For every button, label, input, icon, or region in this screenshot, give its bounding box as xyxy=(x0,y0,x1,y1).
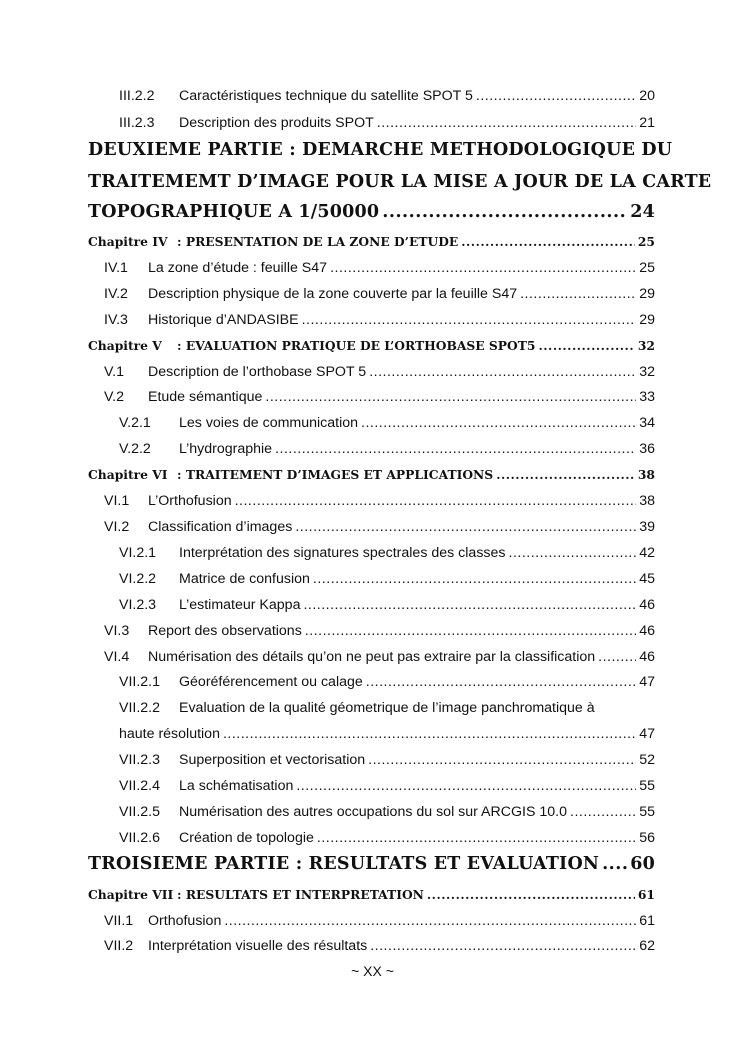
toc-entry[interactable] xyxy=(119,441,655,457)
entry-page: 42 xyxy=(639,545,655,561)
entry-number: VI.3 xyxy=(104,623,130,639)
entry-page: 47 xyxy=(639,726,655,742)
entry-page: 46 xyxy=(639,597,655,613)
chapter-entry[interactable] xyxy=(88,234,655,249)
part-page: 60 xyxy=(630,854,655,874)
entry-number: VII.2.3 xyxy=(119,752,161,768)
part-heading-line: DEUXIEME PARTIE : DEMARCHE METHODOLOGIQUE DU xyxy=(88,140,673,160)
entry-page: 36 xyxy=(639,441,655,457)
toc-entry-first-line[interactable] xyxy=(119,700,655,716)
toc-entry[interactable] xyxy=(104,286,655,302)
entry-number: VII.2.2 xyxy=(119,700,161,716)
toc-entry[interactable] xyxy=(119,415,655,431)
entry-title: Report des observations xyxy=(148,623,302,639)
entry-number: VII.2.4 xyxy=(119,778,161,794)
toc-entry[interactable] xyxy=(119,571,655,587)
dot-leader xyxy=(602,854,627,874)
dot-leader xyxy=(313,571,636,587)
chapter-entry[interactable] xyxy=(88,467,655,482)
entry-page: 55 xyxy=(639,804,655,820)
toc-entry[interactable] xyxy=(119,726,655,742)
dot-leader xyxy=(361,415,636,431)
toc-entry[interactable] xyxy=(104,312,655,328)
entry-number: V.2.2 xyxy=(119,441,151,457)
entry-page: 62 xyxy=(639,938,655,954)
dot-leader xyxy=(496,467,635,482)
dot-leader xyxy=(377,115,636,131)
entry-title: Caractéristiques technique du satellite SPOT 5 xyxy=(179,88,473,104)
entry-number: VII.2.5 xyxy=(119,804,161,820)
dot-leader xyxy=(275,441,636,457)
entry-number: IV.1 xyxy=(104,260,128,276)
dot-leader xyxy=(223,726,636,742)
dot-leader xyxy=(235,493,637,509)
chapter-number: Chapitre IV xyxy=(88,234,168,249)
toc-entry[interactable] xyxy=(104,493,655,509)
entry-title: Matrice de confusion xyxy=(179,571,310,587)
entry-title: Superposition et vectorisation xyxy=(179,752,366,768)
entry-number: VII.2.1 xyxy=(119,674,161,690)
entry-page: 33 xyxy=(639,389,655,405)
entry-title: Les voies de communication xyxy=(179,415,359,431)
toc-entry[interactable] xyxy=(104,649,655,665)
entry-title: Description des produits SPOT xyxy=(179,115,374,131)
entry-title: L’hydrographie xyxy=(179,441,273,457)
chapter-number: Chapitre VI xyxy=(88,467,168,482)
entry-page: 52 xyxy=(639,752,655,768)
dot-leader xyxy=(366,674,636,690)
dot-leader xyxy=(369,364,636,380)
entry-number: VI.2.2 xyxy=(119,571,157,587)
entry-number: VII.2.6 xyxy=(119,830,161,846)
dot-leader xyxy=(296,778,636,794)
entry-number: III.2.3 xyxy=(119,115,155,131)
chapter-page: 25 xyxy=(637,234,655,249)
part-title: TOPOGRAPHIQUE A 1/50000 xyxy=(88,202,380,222)
entry-title: Description de l’orthobase SPOT 5 xyxy=(148,364,367,380)
chapter-title: : RESULTATS ET INTERPRETATION xyxy=(177,887,424,902)
entry-title: Numérisation des autres occupations du sol sur ARCGIS 10.0 xyxy=(179,804,567,820)
dot-leader xyxy=(570,804,636,820)
toc-entry[interactable] xyxy=(119,597,655,613)
entry-page: 21 xyxy=(639,115,655,131)
entry-page: 20 xyxy=(639,88,655,104)
dot-leader xyxy=(295,519,636,535)
chapter-entry[interactable] xyxy=(88,338,655,353)
toc-entry[interactable] xyxy=(119,115,655,131)
entry-number: VI.2.1 xyxy=(119,545,157,561)
chapter-title: : TRAITEMENT D’IMAGES ET APPLICATIONS xyxy=(177,467,494,482)
entry-number: V.2 xyxy=(104,389,124,405)
entry-title: Historique d’ANDASIBE xyxy=(148,312,299,328)
chapter-number: Chapitre VII xyxy=(88,887,174,902)
entry-number: VI.2.3 xyxy=(119,597,157,613)
dot-leader xyxy=(476,88,636,104)
chapter-title: : PRESENTATION DE LA ZONE D’ETUDE xyxy=(177,234,459,249)
entry-page: 34 xyxy=(639,415,655,431)
page-footer: ~ XX ~ xyxy=(351,963,394,979)
chapter-title: : EVALUATION PRATIQUE DE L’ORTHOBASE SPOT5 xyxy=(177,338,536,353)
part-heading[interactable] xyxy=(88,854,655,874)
dot-leader xyxy=(265,389,636,405)
toc-entry[interactable] xyxy=(119,88,655,104)
toc-entry[interactable] xyxy=(104,389,655,405)
chapter-entry[interactable] xyxy=(88,887,655,902)
entry-title: Interprétation des signatures spectrales des classes xyxy=(179,545,506,561)
toc-entry[interactable] xyxy=(104,938,655,954)
entry-number: IV.2 xyxy=(104,286,128,302)
toc-entry[interactable] xyxy=(119,752,655,768)
entry-title: La zone d’étude : feuille S47 xyxy=(148,260,328,276)
entry-page: 29 xyxy=(639,286,655,302)
part-page: 24 xyxy=(630,202,655,222)
dot-leader xyxy=(303,597,636,613)
entry-title: Description physique de la zone couverte par la feuille S47 xyxy=(148,286,518,302)
toc-entry[interactable] xyxy=(119,674,655,690)
entry-title: Evaluation de la qualité géometrique de l’image panchromatique à xyxy=(179,700,595,716)
entry-number: IV.3 xyxy=(104,312,128,328)
dot-leader xyxy=(224,913,636,929)
dot-leader xyxy=(305,623,636,639)
dot-leader xyxy=(509,545,637,561)
toc-entry[interactable] xyxy=(104,364,655,380)
dot-leader xyxy=(598,649,636,665)
entry-number: VII.2 xyxy=(104,938,134,954)
dot-leader xyxy=(368,752,636,768)
dot-leader xyxy=(461,234,635,249)
entry-page: 25 xyxy=(639,260,655,276)
entry-title: L’estimateur Kappa xyxy=(179,597,301,613)
chapter-page: 61 xyxy=(637,887,655,902)
toc-entry[interactable] xyxy=(104,519,655,535)
toc-entry[interactable] xyxy=(104,623,655,639)
entry-page: 55 xyxy=(639,778,655,794)
entry-title: Etude sémantique xyxy=(148,389,263,405)
dot-leader xyxy=(317,830,636,846)
part-heading-line: TRAITEMEMT D’IMAGE POUR LA MISE A JOUR DE LA CARTE xyxy=(88,172,712,192)
entry-title: Création de topologie xyxy=(179,830,314,846)
chapter-number: Chapitre V xyxy=(88,338,162,353)
entry-title: Numérisation des détails qu’on ne peut pas extraire par la classification xyxy=(148,649,596,665)
dot-leader xyxy=(370,938,636,954)
entry-page: 47 xyxy=(639,674,655,690)
entry-page: 46 xyxy=(639,649,655,665)
dot-leader xyxy=(520,286,636,302)
entry-title: Classification d’images xyxy=(148,519,293,535)
entry-page: 46 xyxy=(639,623,655,639)
toc-entry[interactable] xyxy=(119,545,655,561)
dot-leader xyxy=(538,338,634,353)
dot-leader xyxy=(427,887,635,902)
entry-page: 32 xyxy=(639,364,655,380)
entry-number: V.2.1 xyxy=(119,415,151,431)
dot-leader xyxy=(382,202,627,222)
chapter-page: 32 xyxy=(637,338,655,353)
entry-title: Orthofusion xyxy=(148,913,222,929)
entry-number: III.2.2 xyxy=(119,88,155,104)
entry-number: V.1 xyxy=(104,364,124,380)
entry-number: VI.1 xyxy=(104,493,130,509)
entry-number: VII.1 xyxy=(104,913,134,929)
dot-leader xyxy=(330,260,636,276)
entry-number: VI.2 xyxy=(104,519,130,535)
entry-title-continued: haute résolution xyxy=(119,726,220,742)
toc-entry[interactable] xyxy=(119,778,655,794)
toc-entry[interactable] xyxy=(119,830,655,846)
entry-title: Interprétation visuelle des résultats xyxy=(148,938,368,954)
toc-entry[interactable] xyxy=(104,913,655,929)
entry-title: Géoréférencement ou calage xyxy=(179,674,363,690)
entry-title: L’Orthofusion xyxy=(148,493,232,509)
part-heading[interactable] xyxy=(88,202,655,222)
entry-page: 38 xyxy=(639,493,655,509)
toc-entry[interactable] xyxy=(119,804,655,820)
entry-page: 61 xyxy=(639,913,655,929)
entry-title: La schématisation xyxy=(179,778,294,794)
part-title: TROISIEME PARTIE : RESULTATS ET EVALUATION xyxy=(88,854,600,874)
dot-leader xyxy=(302,312,637,328)
entry-page: 39 xyxy=(639,519,655,535)
chapter-page: 38 xyxy=(637,467,655,482)
entry-page: 45 xyxy=(639,571,655,587)
entry-number: VI.4 xyxy=(104,649,130,665)
toc-entry[interactable] xyxy=(104,260,655,276)
entry-page: 29 xyxy=(639,312,655,328)
entry-page: 56 xyxy=(639,830,655,846)
